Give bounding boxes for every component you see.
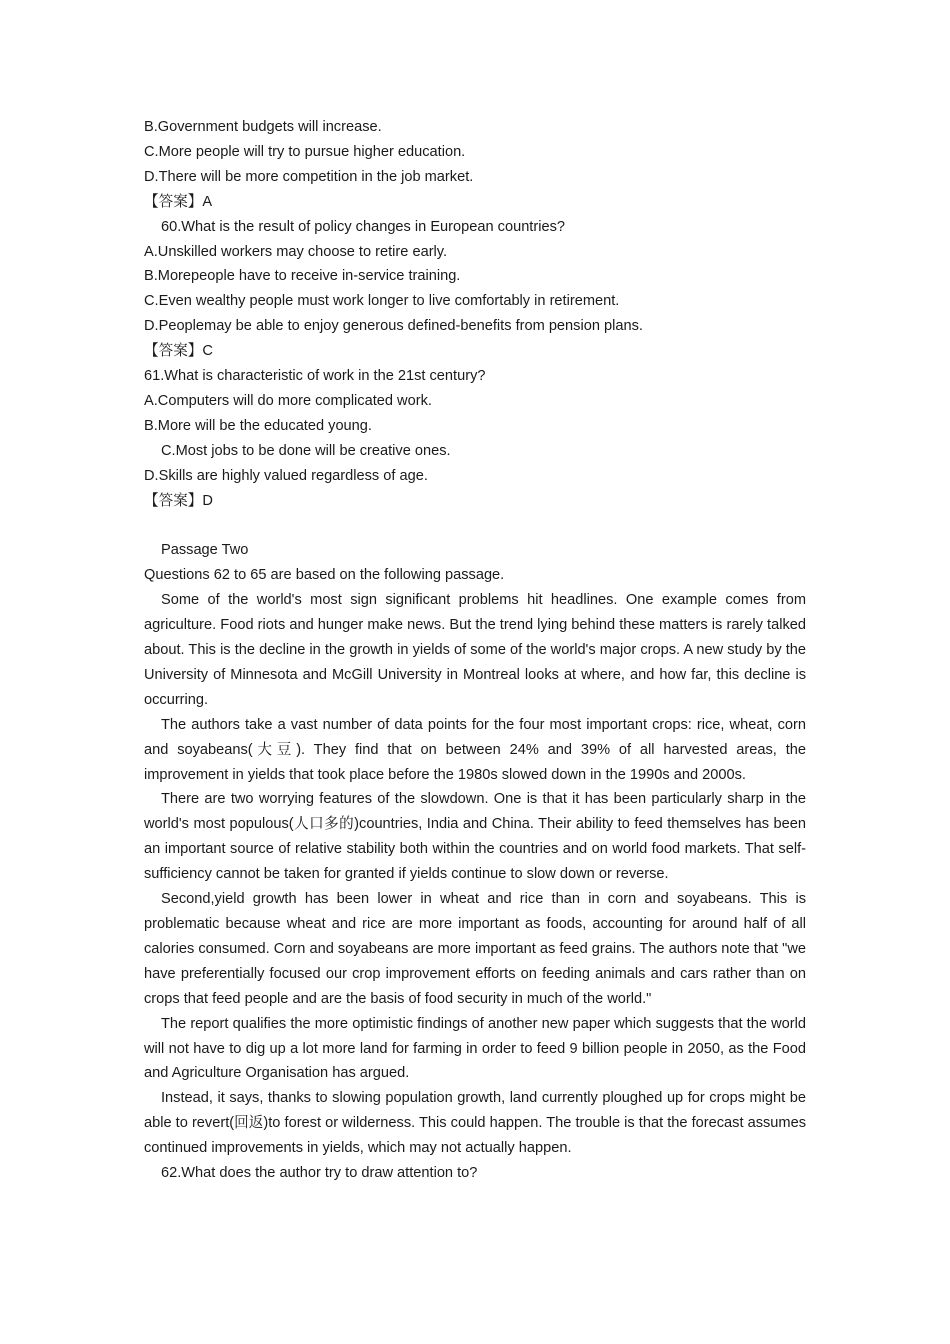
q60-option-c: C.Even wealthy people must work longer to live comfortably in retirement. <box>144 293 620 310</box>
q61-question: 61.What is characteristic of work in the 21st century? <box>144 368 486 385</box>
passage-paragraph: Second,yield growth has been lower in wheat and rice than in corn and soyabeans. This is problematic because wheat and rice are more important as foods, accounting for around half of all calories consumed. Corn and soyabeans are more important as feed grains. The authors note that "we have preferentially focused our crop improvement efforts on feeding animals and cars rather than on crops that feed people and are the basis of food security in much of the world." <box>144 891 806 1007</box>
q61-answer: 【答案】D <box>144 492 213 509</box>
passage-paragraph: The authors take a vast number of data points for the four most important crops: rice, wheat, corn and soyabeans(大豆). They find that on between 24% and 39% of all harvested areas, the improvement in yields that took place before the 1980s slowed down in the 1990s and 2000s. <box>144 716 806 783</box>
document-page <box>144 115 806 1186</box>
q61-option-c: C.Most jobs to be done will be creative ones. <box>161 442 451 459</box>
q59-answer: 【答案】A <box>144 193 213 210</box>
passage-paragraph: There are two worrying features of the slowdown. One is that it has been particularly sharp in the world's most populous(人口多的)countries, India and China. Their ability to feed themselves has been an important source of relative stability both within the countries and on world food markets. That self-sufficiency cannot be taken for granted if yields continue to slow down or reverse. <box>144 791 806 883</box>
q60-option-a: A.Unskilled workers may choose to retire early. <box>144 243 448 260</box>
q59-option-d: D.There will be more competition in the job market. <box>144 168 474 185</box>
passage-paragraph: The report qualifies the more optimistic findings of another new paper which suggests that the world will not have to dig up a lot more land for farming in order to feed 9 billion people in 2050, as the Food and Agriculture Organisation has argued. <box>144 1015 806 1082</box>
q60-question: 60.What is the result of policy changes in European countries? <box>161 218 565 235</box>
q60-option-d: D.Peoplemay be able to enjoy generous defined-benefits from pension plans. <box>144 318 643 335</box>
q62-question: 62.What does the author try to draw attention to? <box>161 1165 478 1182</box>
q61-option-a: A.Computers will do more complicated work. <box>144 392 432 409</box>
q60-option-b: B.Morepeople have to receive in-service training. <box>144 268 461 285</box>
passage-intro: Questions 62 to 65 are based on the following passage. <box>144 567 505 584</box>
q59-option-b: B.Government budgets will increase. <box>144 119 382 135</box>
passage-title: Passage Two <box>161 542 249 559</box>
q59-option-c: C.More people will try to pursue higher education. <box>144 143 466 160</box>
q60-answer: 【答案】C <box>144 343 213 360</box>
blank-line <box>144 514 806 539</box>
passage-paragraph: Instead, it says, thanks to slowing population growth, land currently ploughed up for crops might be able to revert(回返)to forest or wilderness. This could happen. The trouble is that the forecast assumes continued improvements in yields, which may not actually happen. <box>144 1090 806 1157</box>
q61-option-b: B.More will be the educated young. <box>144 417 372 434</box>
passage-paragraph: Some of the world's most sign significant problems hit headlines. One example comes from agriculture. Food riots and hunger make news. But the trend lying behind these matters is rarely talked about. This is the decline in the growth in yields of some of the world's major crops. A new study by the University of Minnesota and McGill University in Montreal looks at where, and how far, this decline is occurring. <box>144 592 806 708</box>
q61-option-d: D.Skills are highly valued regardless of age. <box>144 467 428 484</box>
